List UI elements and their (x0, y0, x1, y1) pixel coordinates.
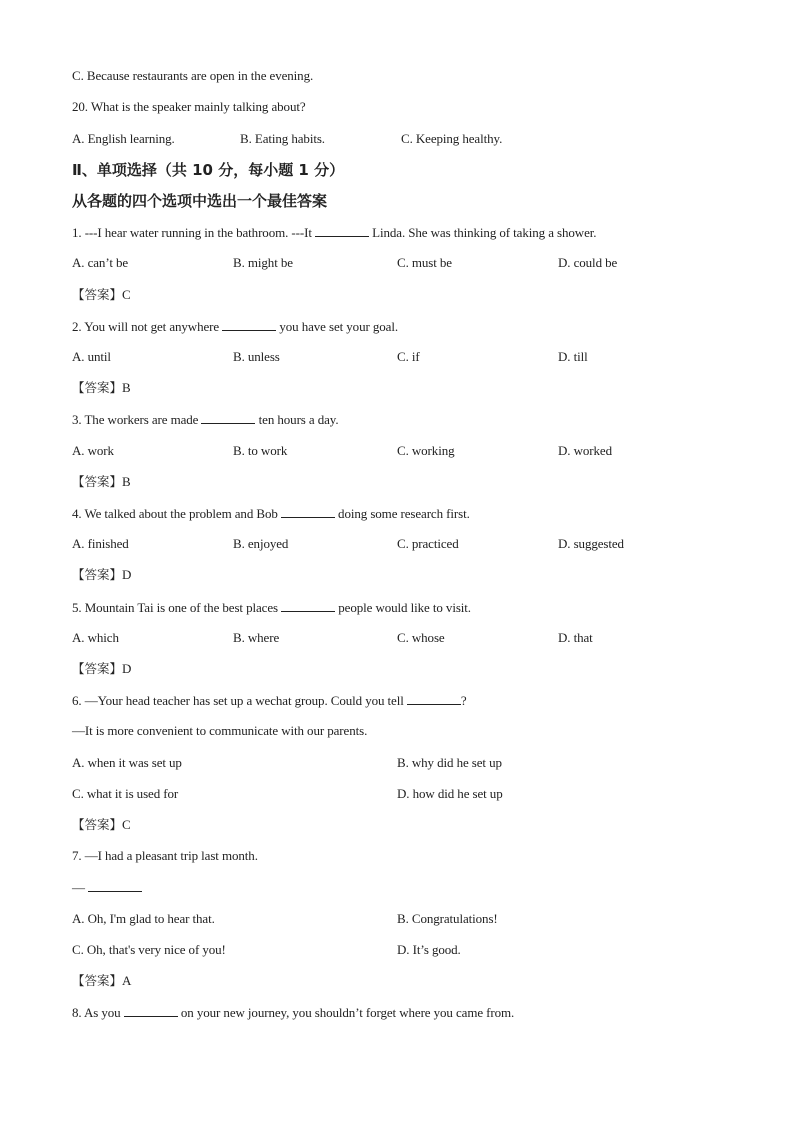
question-stem: 7. —I had a pleasant trip last month. (72, 848, 258, 863)
option-c: C. what it is used for (72, 786, 179, 801)
question-stem: 3. The workers are made ten hours a day. (72, 412, 339, 427)
answer-blank (201, 411, 255, 424)
q20-stem: 20. What is the speaker mainly talking about? (72, 99, 306, 114)
answer-line: 【答案】A (72, 973, 132, 988)
question-stem: 1. ---I hear water running in the bathroom. ---It Linda. She was thinking of taking a shower. (72, 225, 597, 240)
option-b: B. Congratulations! (397, 911, 498, 926)
question-stem: 4. We talked about the problem and Bob doing some research first. (72, 506, 470, 521)
option-a: A. Oh, I'm glad to hear that. (72, 911, 215, 926)
question-stem: 5. Mountain Tai is one of the best places people would like to visit. (72, 600, 471, 615)
answer-blank (88, 879, 142, 892)
q20-option-a: A. English learning. (72, 131, 175, 146)
option-a: A. which (72, 630, 119, 645)
option-d: D. It’s good. (397, 942, 461, 957)
option-b: B. unless (233, 349, 280, 364)
option-a: A. can’t be (72, 255, 129, 270)
answer-line: 【答案】C (72, 287, 131, 302)
option-a: A. work (72, 443, 114, 458)
q20-option-b: B. Eating habits. (240, 131, 325, 146)
option-d: D. suggested (558, 536, 624, 551)
option-b: B. might be (233, 255, 293, 270)
option-a: A. until (72, 349, 111, 364)
answer-blank (281, 599, 335, 612)
option-b: B. enjoyed (233, 536, 289, 551)
section-title: Ⅱ、单项选择（共 10 分，每小题 1 分） (72, 161, 345, 179)
option-c: C. if (397, 349, 420, 364)
answer-line: 【答案】B (72, 380, 131, 395)
q20-option-c: C. Keeping healthy. (401, 131, 503, 146)
option-d: D. worked (558, 443, 612, 458)
option-a: A. finished (72, 536, 129, 551)
answer-line: 【答案】C (72, 817, 131, 832)
question-stem: 2. You will not get anywhere you have set your goal. (72, 319, 398, 334)
option-b: B. where (233, 630, 280, 645)
option-a: A. when it was set up (72, 755, 182, 770)
option-b: B. to work (233, 443, 288, 458)
answer-line: 【答案】D (72, 567, 132, 582)
option-c: C. Oh, that's very nice of you! (72, 942, 226, 957)
answer-line: 【答案】D (72, 661, 132, 676)
answer-blank (315, 224, 369, 237)
option-d: D. till (558, 349, 588, 364)
option-d: D. how did he set up (397, 786, 503, 801)
answer-blank (124, 1004, 178, 1017)
option-b: B. why did he set up (397, 755, 502, 770)
question-stem: 6. —Your head teacher has set up a wechat group. Could you tell ? (72, 693, 467, 708)
answer-blank (281, 505, 335, 518)
option-c: C. must be (397, 255, 452, 270)
option-c: C. working (397, 443, 455, 458)
option-c: C. whose (397, 630, 445, 645)
question-stem: 8. As you on your new journey, you shouldn’t forget where you came from. (72, 1005, 515, 1020)
question-response: — (72, 879, 142, 896)
option-c: C. practiced (397, 536, 459, 551)
answer-line: 【答案】B (72, 474, 131, 489)
option-d: D. that (558, 630, 593, 645)
option-d: D. could be (558, 255, 618, 270)
question-response: —It is more convenient to communicate with our parents. (72, 723, 368, 738)
answer-blank (407, 692, 461, 705)
answer-blank (222, 318, 276, 331)
q19-option-c: C. Because restaurants are open in the evening. (72, 68, 314, 83)
section-instruction: 从各题的四个选项中选出一个最佳答案 (72, 192, 328, 210)
